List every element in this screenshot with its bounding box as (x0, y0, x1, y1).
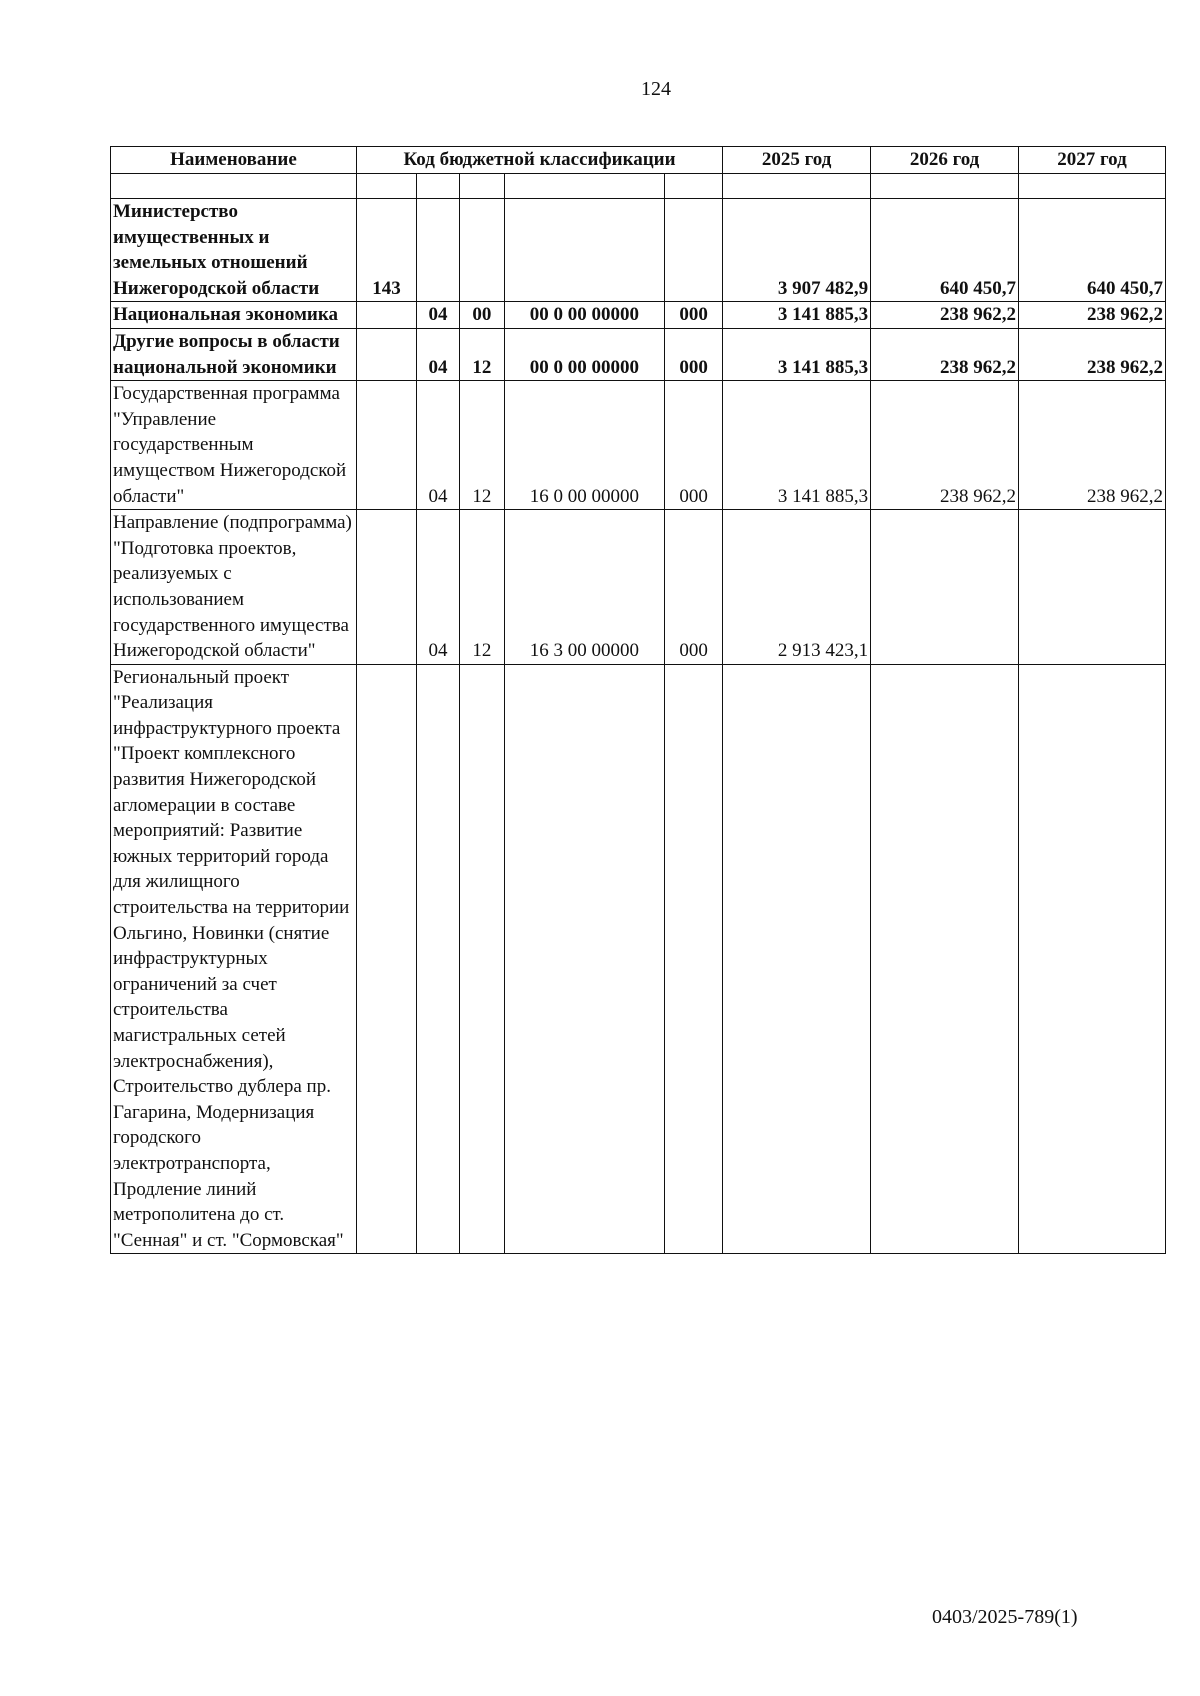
code-section: 04 (417, 302, 460, 329)
code-section: 04 (417, 510, 460, 665)
amount-2026 (871, 664, 1019, 1254)
code-expense-type: 000 (664, 328, 722, 380)
header-2025: 2025 год (723, 147, 871, 174)
code-section: 04 (417, 328, 460, 380)
amount-2026: 238 962,2 (871, 328, 1019, 380)
code-admin: 143 (356, 199, 416, 302)
table-row (111, 664, 1166, 1254)
code-section (417, 664, 460, 1254)
row-name: Направление (подпрограмма) "Подготовка проектов, реализуемых с использованием государственного имущества Нижегородской области" (111, 510, 357, 665)
code-expense-type (664, 664, 722, 1254)
header-2027: 2027 год (1019, 147, 1166, 174)
code-subsection (459, 199, 504, 302)
header-row (111, 147, 1166, 174)
spacer-row (111, 174, 1166, 199)
header-name: Наименование (111, 147, 357, 174)
code-section: 04 (417, 381, 460, 510)
header-2026: 2026 год (871, 147, 1019, 174)
code-expense-type: 000 (664, 510, 722, 665)
table-row (111, 510, 1166, 665)
amount-2027: 238 962,2 (1019, 381, 1166, 510)
code-subsection: 12 (459, 510, 504, 665)
code-admin (356, 302, 416, 329)
code-target: 00 0 00 00000 (504, 328, 664, 380)
amount-2025: 2 913 423,1 (723, 510, 871, 665)
table-row (111, 199, 1166, 302)
table-row (111, 381, 1166, 510)
table-row (111, 302, 1166, 329)
amount-2027: 238 962,2 (1019, 302, 1166, 329)
code-admin (356, 328, 416, 380)
row-name: Государственная программа "Управление государственным имуществом Нижегородской области" (111, 381, 357, 510)
code-admin (356, 510, 416, 665)
code-subsection (459, 664, 504, 1254)
row-name: Министерство имущественных и земельных отношений Нижегородской области (111, 199, 357, 302)
code-target: 16 3 00 00000 (504, 510, 664, 665)
code-subsection: 00 (459, 302, 504, 329)
amount-2027: 640 450,7 (1019, 199, 1166, 302)
amount-2026: 640 450,7 (871, 199, 1019, 302)
code-target: 16 0 00 00000 (504, 381, 664, 510)
code-target: 00 0 00 00000 (504, 302, 664, 329)
document-number: 0403/2025-789(1) (932, 1606, 1078, 1628)
amount-2026: 238 962,2 (871, 302, 1019, 329)
row-name: Другие вопросы в области национальной экономики (111, 328, 357, 380)
code-subsection: 12 (459, 381, 504, 510)
code-subsection: 12 (459, 328, 504, 380)
row-name: Региональный проект "Реализация инфраструктурного проекта "Проект комплексного развития Нижегородской агломерации в составе мероприятий: Развитие южных территорий города для жилищного строительства на территории Ольгино, Новинки (снятие инфраструктурных ограничений за счет строительства магистральных сетей электроснабжения), Строительство дублера пр. Гагарина, Модернизация городского электротранспорта, Продление линий метрополитена до ст. "Сенная" и ст. "Сормовская" (111, 664, 357, 1254)
code-section (417, 199, 460, 302)
row-name: Национальная экономика (111, 302, 357, 329)
budget-table (110, 146, 1166, 1254)
amount-2026: 238 962,2 (871, 381, 1019, 510)
amount-2025: 3 141 885,3 (723, 381, 871, 510)
page-number: 124 (641, 78, 671, 100)
amount-2027: 238 962,2 (1019, 328, 1166, 380)
table-row (111, 328, 1166, 380)
amount-2025: 3 907 482,9 (723, 199, 871, 302)
code-expense-type: 000 (664, 381, 722, 510)
code-target (504, 664, 664, 1254)
amount-2025 (723, 664, 871, 1254)
code-admin (356, 381, 416, 510)
amount-2025: 3 141 885,3 (723, 302, 871, 329)
amount-2026 (871, 510, 1019, 665)
header-code: Код бюджетной классификации (356, 147, 722, 174)
code-expense-type (664, 199, 722, 302)
amount-2025: 3 141 885,3 (723, 328, 871, 380)
code-admin (356, 664, 416, 1254)
code-target (504, 199, 664, 302)
amount-2027 (1019, 510, 1166, 665)
amount-2027 (1019, 664, 1166, 1254)
code-expense-type: 000 (664, 302, 722, 329)
